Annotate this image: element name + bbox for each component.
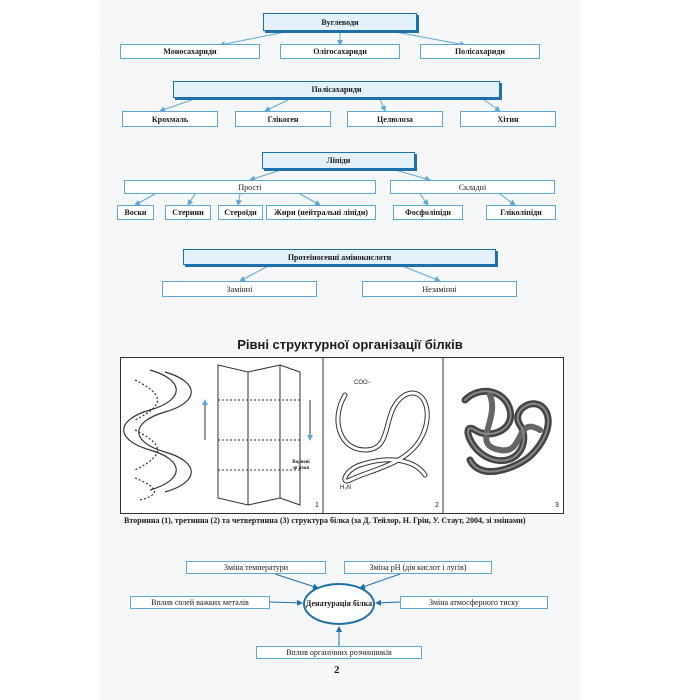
panel-number-2: 2 [435, 502, 439, 509]
poly-glycogen: Глікоген [235, 111, 331, 127]
page-number: 2 [334, 664, 340, 676]
carbs-title: Вуглеводи [263, 13, 417, 31]
panel-number-1: 1 [315, 502, 319, 509]
carbs-oligo: Олігосахариди [280, 44, 400, 59]
lipids-title: Ліпіди [262, 152, 415, 169]
lipids-steroids: Стероїди [218, 205, 263, 220]
factor-salts: Вплив солей важких металів [130, 596, 270, 609]
poly-chitin: Хітин [460, 111, 556, 127]
amino-nonessential: Замінні [162, 281, 317, 297]
figure-caption: Вторинна (1), третинна (2) та четвертинна (3) структура білка (за Д. Тейлор, Н. Грін, У. Стаут, 2004, зі змінами) [124, 516, 526, 525]
poly-cellulose: Целюлоза [347, 111, 443, 127]
lipids-phospholipids: Фосфоліпіди [393, 205, 463, 220]
poly-starch: Крохмаль [122, 111, 218, 127]
carbs-poly: Полісахариди [420, 44, 540, 59]
protein-structure-title: Рівні структурної організації білків [237, 337, 463, 352]
lipids-waxes: Воски [117, 205, 154, 220]
factor-ph: Зміна pH (дія кислот і лугів) [344, 561, 492, 574]
factor-pressure: Зміна атмосферного тиску [400, 596, 548, 609]
lipids-sterols: Стерини [165, 205, 211, 220]
denaturation-center: Денатурація білка [303, 583, 375, 625]
amino-title: Протеїногенні амінокислоти [183, 249, 496, 265]
amino-essential: Незамінні [362, 281, 517, 297]
panel-number-3: 3 [555, 502, 559, 509]
lipids-fats: Жири (нейтральні ліпіди) [266, 205, 376, 220]
hydrogen-bonds-label: Водневі зв'язки [292, 460, 310, 471]
lipids-simple: Прості [124, 180, 376, 194]
carbs-mono: Моносахариди [120, 44, 260, 59]
coo-label: COO− [354, 380, 372, 386]
lipids-glycolipids: Гліколіпіди [486, 205, 556, 220]
poly-title: Полісахариди [173, 81, 500, 98]
lipids-complex: Складні [390, 180, 555, 194]
factor-temperature: Зміна температури [186, 561, 326, 574]
nh-label: H₃N [340, 485, 352, 491]
factor-solvents: Вплив органічних розчинників [256, 646, 422, 659]
